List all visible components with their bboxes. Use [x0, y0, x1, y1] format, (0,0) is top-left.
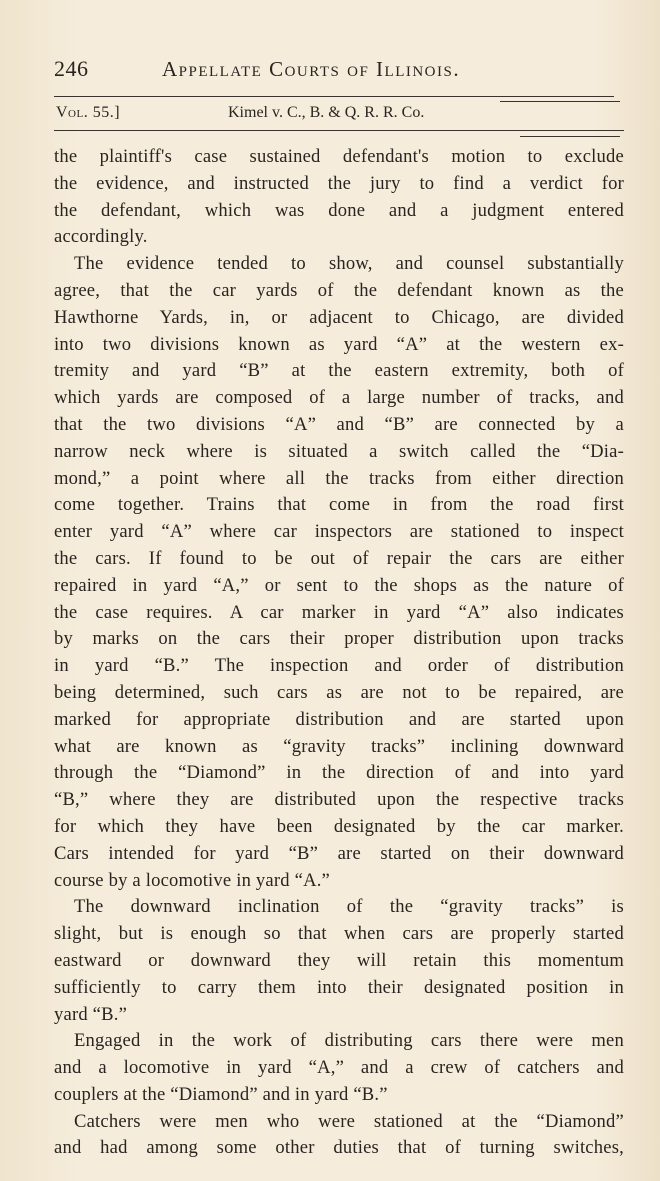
text-line: the evidence, and instructed the jury to find a verdict for [54, 172, 624, 194]
text-line: the defendant, which was done and a judgment entered [54, 199, 624, 221]
text-line: into two divisions known as yard “A” at the western ex- [54, 333, 624, 355]
text-line: the plaintiff's case sustained defendant's motion to exclude [54, 146, 624, 167]
text-line: repaired in yard “A,” or sent to the shops as the nature of [54, 574, 624, 596]
text-line: yard “B.” [54, 1003, 128, 1025]
text-line: and had among some other duties that of turning switches, [54, 1137, 624, 1159]
text-line: mond,” a point where all the tracks from either direction [54, 467, 624, 489]
header-rule-top [54, 96, 614, 97]
text-line: tremity and yard “B” at the eastern extremity, both of [54, 360, 624, 382]
text-line: that the two divisions “A” and “B” are connected by a [54, 413, 624, 435]
paragraph-start-line: Engaged in the work of distributing cars there were men [74, 1030, 624, 1052]
text-line: accordingly. [54, 226, 148, 248]
volume-label: Vol. 55.] [56, 104, 121, 121]
text-line: Cars intended for yard “B” are started on their downward [54, 842, 624, 864]
text-line: by marks on the cars their proper distribution upon tracks [54, 628, 624, 650]
case-subheader [56, 104, 616, 128]
running-title: Appellate Courts of Illinois. [162, 57, 461, 81]
text-line: come together. Trains that come in from the road first [54, 494, 624, 516]
text-line: the cars. If found to be out of repair the cars are either [54, 547, 624, 569]
text-line: marked for appropriate distribution and are started upon [54, 708, 624, 730]
text-line: for which they have been designated by the car marker. [54, 815, 624, 837]
text-line: and a locomotive in yard “A,” and a crew of catchers and [54, 1057, 624, 1079]
paragraph-start-line: Catchers were men who were stationed at the “Diamond” [74, 1110, 624, 1132]
text-line: enter yard “A” where car inspectors are stationed to inspect [54, 521, 624, 543]
text-line: sufficiently to carry them into their designated position in [54, 976, 624, 998]
paragraph-start-line: The downward inclination of the “gravity tracks” is [74, 896, 624, 918]
body-text [54, 144, 624, 1162]
text-line: course by a locomotive in yard “A.” [54, 869, 331, 891]
header-rule-top-accent [500, 101, 620, 102]
text-line: being determined, such cars as are not to be repaired, are [54, 681, 624, 703]
text-line: slight, but is enough so that when cars are properly started [54, 923, 624, 945]
text-line: the case requires. A car marker in yard “A” also indicates [54, 601, 624, 623]
page-number: 246 [54, 56, 89, 81]
header-rule-bottom-accent [520, 136, 620, 137]
text-line: which yards are composed of a large number of tracks, and [54, 387, 624, 409]
paragraph-start-line: The evidence tended to show, and counsel substantially [74, 253, 624, 275]
text-line: “B,” where they are distributed upon the respective tracks [54, 789, 624, 811]
header-rule-bottom [54, 130, 624, 131]
text-line: agree, that the car yards of the defendant known as the [54, 279, 624, 301]
text-line: narrow neck where is situated a switch called the “Dia- [54, 440, 624, 462]
text-line: eastward or downward they will retain this momentum [54, 949, 624, 971]
text-line: what are known as “gravity tracks” inclining downward [54, 735, 624, 757]
text-line: Hawthorne Yards, in, or adjacent to Chicago, are divided [54, 306, 624, 328]
case-title: Kimel v. C., B. & Q. R. R. Co. [228, 104, 425, 121]
text-line: through the “Diamond” in the direction of and into yard [54, 762, 624, 784]
text-line: couplers at the “Diamond” and in yard “B.” [54, 1083, 388, 1105]
text-line: in yard “B.” The inspection and order of distribution [54, 655, 624, 677]
page-header [54, 56, 624, 90]
